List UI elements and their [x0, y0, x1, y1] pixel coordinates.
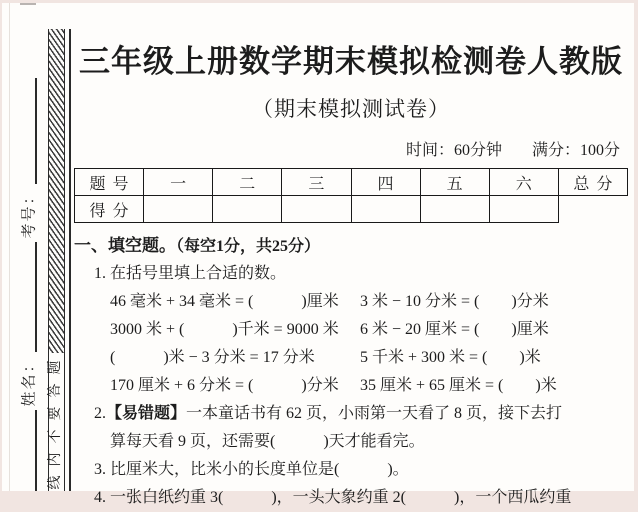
question-2-line1	[94, 400, 628, 428]
question-3-text: 3. 比厘米大，比米小的长度单位是( )。	[94, 461, 409, 478]
seal-notice-char: 线	[48, 475, 63, 490]
exam-title: 三年级上册数学期末模拟检测卷人教版	[79, 44, 623, 79]
full-score: 满分：100分	[531, 142, 620, 159]
seal-notice-char: 题	[48, 360, 63, 375]
question-4	[74, 484, 628, 512]
score-table-header-row	[75, 169, 628, 196]
equation: ( )米 − 3 分米 = 17 分米	[110, 349, 315, 366]
student-info-column	[14, 28, 42, 491]
time-limit: 时间：60分钟	[405, 142, 502, 159]
equation: 6 米 − 20 厘米 = ( )厘米	[360, 321, 549, 338]
section-title: 一、填空题。	[74, 236, 176, 255]
name-label: 姓名：	[21, 355, 38, 407]
score-table	[74, 168, 628, 223]
score-table-header-cell: 题号	[75, 169, 144, 196]
score-cell	[144, 196, 213, 223]
exam-number-label: 考号：	[21, 187, 38, 239]
question-2	[74, 400, 628, 456]
seal-notice-char: 要	[48, 406, 63, 421]
exam-meta	[74, 137, 628, 160]
question-2-text: 一本童话书有 62 页，小雨第一天看了 8 页，接下去打	[186, 405, 563, 422]
question-2-line2: 算每天看 9 页，还需要( )天才能看完。	[110, 433, 425, 450]
section-note: （每空1分，共25分）	[176, 238, 321, 255]
question-1-title: 1. 在括号里填上合适的数。	[94, 265, 287, 282]
score-row-label: 得分	[75, 196, 144, 223]
writing-line	[35, 78, 37, 184]
score-table-header-cell: 六	[489, 169, 558, 196]
exam-subtitle: （期末模拟测试卷）	[252, 97, 450, 121]
seal-notice-char: 内	[48, 452, 63, 467]
score-table-header-cell: 四	[351, 169, 420, 196]
question-2-number: 2.	[94, 405, 106, 422]
score-cell	[213, 196, 282, 223]
equation: 5 千米 + 300 米 = ( )米	[360, 349, 541, 366]
equation: 35 厘米 + 65 厘米 = ( )米	[360, 377, 557, 394]
score-row	[75, 196, 628, 223]
scan-artifact	[20, 3, 36, 5]
name-field	[14, 352, 42, 410]
question-1-equations	[110, 288, 628, 400]
score-cell	[282, 196, 351, 223]
equation: 170 厘米 + 6 分米 = ( )分米	[110, 377, 339, 394]
error-prone-tag: 【易错题】	[106, 405, 187, 422]
seal-notice-char: 答	[48, 383, 63, 398]
score-cell	[351, 196, 420, 223]
score-table-header-cell: 二	[213, 169, 282, 196]
equation: 46 毫米 + 34 毫米 = ( )厘米	[110, 293, 339, 310]
question-3	[74, 456, 628, 484]
exam-paper-page	[2, 3, 634, 506]
equation: 3 米 − 10 分米 = ( )分米	[360, 293, 549, 310]
question-4-text: 4. 一张白纸约重 3( )，一头大象约重 2( )，一个西瓜约重	[94, 489, 572, 506]
writing-line	[35, 410, 37, 491]
score-table-header-cell: 一	[144, 169, 213, 196]
section-heading	[74, 233, 628, 260]
equation: 3000 米 + ( )千米 = 9000 米	[110, 321, 339, 338]
score-table-header-cell: 三	[282, 169, 351, 196]
hatch-pattern	[49, 29, 64, 353]
seal-line-strip	[48, 29, 65, 491]
writing-line	[35, 242, 37, 352]
seal-notice	[49, 353, 64, 494]
score-cell	[420, 196, 489, 223]
score-cell	[489, 196, 558, 223]
content-border-line	[69, 29, 71, 491]
score-table-header-cell: 总分	[558, 169, 627, 196]
exam-number-field	[14, 184, 42, 242]
exam-content	[74, 3, 628, 512]
score-table-header-cell: 五	[420, 169, 489, 196]
question-1	[74, 260, 628, 400]
seal-notice-char: 不	[48, 429, 63, 444]
page-fold-line	[9, 3, 10, 491]
